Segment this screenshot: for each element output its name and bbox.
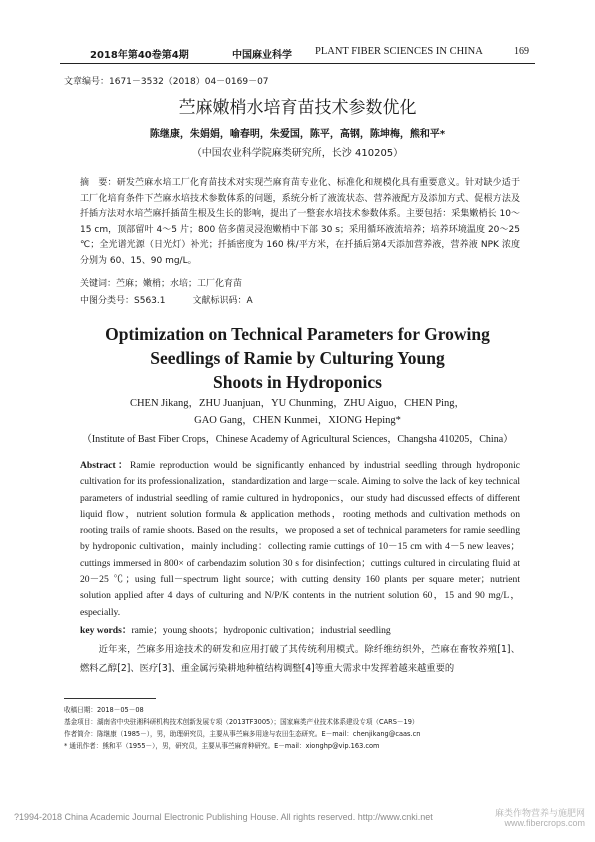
abstract-label-en: Abstract： <box>80 460 130 471</box>
title-chinese: 苎麻嫩梢水培育苗技术参数优化 <box>178 98 417 118</box>
abstract-label-cn: 摘 要： <box>80 178 117 188</box>
body-paragraph: 近年来，苎麻多用途技术的研发和应用打破了其传统利用模式。除纤维纺织外，苎麻在畜牧养殖[1]、燃料乙醇[2]、医疗[3]、重金属污染耕地种植结构调整[4]等重大需求中发挥着越来越重要的 <box>80 644 520 674</box>
keywords-label-en: key words： <box>80 624 132 636</box>
title-en-line-1: Optimization on Technical Parameters for Growing <box>105 324 490 344</box>
journal-name-en: PLANT FIBER SCIENCES IN CHINA <box>315 46 483 57</box>
journal-name-cn: 中国麻业科学 <box>232 50 292 61</box>
footnote-corresponding: * 通讯作者：熊和平（1955－），男，研究员，主要从事苎麻育种研究。E－mail：xionghp@vip.163.com <box>64 742 380 750</box>
authors-english <box>0 395 595 429</box>
affiliation-chinese: （中国农业科学院麻类研究所，长沙 410205） <box>191 148 404 159</box>
abstract-text-en: Ramie reproduction would be significantly enhanced by industrial seedling through hydroponic cultivation for its professionalization，standardization and large－scale. Aiming to solve the lack of key technical parameters of industrial seedling of ramie cultured in hydroponics，our study had discussed effects of different liquid flow，nutrient solution formula & application methods，rooting methods and cultivation methods on rooting trails of ramie shoots. Based on the results，we proposed a set of technical parameters for ramie seedling by hydroponic cultivation，mainly including：collecting ramie cuttings of 10－15 cm with 4－5 new leaves；cuttings immersed in 800× of carbendazim solution 30 s for disinfection；cuttings cultured in circulating fluid at 20－25 ℃；using full－spectrum light source；with cutting density 160 plants per square meter；nutrient solution applied after 4 days of culturing and N/P/K contents in the nutrient solution 60，15 and 90 mg/L，especially. <box>80 460 520 618</box>
authors-en-line-1: CHEN Jikang，ZHU Juanjuan，YU Chunming，ZHU Aiguo，CHEN Ping， <box>129 398 466 409</box>
watermark-url: www.fibercrops.com <box>504 818 585 828</box>
running-header <box>60 44 535 62</box>
abstract-chinese <box>80 176 520 269</box>
page-number: 169 <box>514 46 529 57</box>
footnote-funding: 基金项目：湖南省中央驻湘科研机构技术创新发展专项（2013TF3005）；国家麻类产业技术体系建设专项（CARS－19） <box>64 718 419 726</box>
keywords-chinese: 关键词：苎麻；嫩梢；水培；工厂化育苗 <box>80 279 243 289</box>
authors-en-line-2: GAO Gang，CHEN Kunmei，XIONG Heping* <box>194 415 401 426</box>
page-footer <box>0 808 595 828</box>
footnote-received: 收稿日期：2018－05－08 <box>64 706 144 714</box>
watermark <box>495 808 585 828</box>
footnote-author-bio: 作者简介：陈继康（1985－），男，助理研究员，主要从事苎麻多用途与农田生态研究。E－mail：chenjikang@caas.cn <box>64 730 421 738</box>
footnote-rule <box>64 698 156 699</box>
authors-chinese: 陈继康，朱娟娟，喻春明，朱爱国，陈平，高钢，陈坤梅，熊和平* <box>149 129 446 140</box>
affiliation-english: （Institute of Bast Fiber Crops，Chinese Academy of Agricultural Sciences，Changsha 410205，China） <box>81 434 514 445</box>
journal-issue: 2018年第40卷第4期 <box>90 50 189 61</box>
watermark-cn: 麻类作物营养与施肥网 <box>494 808 585 818</box>
title-en-line-2: Seedlings of Ramie by Culturing Young <box>150 348 445 368</box>
title-english <box>0 322 595 394</box>
classification-line: 中图分类号：S563.1 文献标识码：A <box>80 296 253 306</box>
header-rule <box>60 63 535 64</box>
abstract-english <box>80 458 520 639</box>
body-text <box>80 640 520 678</box>
keywords-en: ramie；young shoots；hydroponic cultivation；industrial seedling <box>131 624 391 636</box>
article-number: 文章编号：1671－3532（2018）04－0169－07 <box>64 77 269 87</box>
title-en-line-3: Shoots in Hydroponics <box>213 372 382 392</box>
copyright-notice: ?1994-2018 China Academic Journal Electronic Publishing House. All rights reserved. http://www.cnki.net <box>14 812 433 822</box>
abstract-text-cn: 研发苎麻水培工厂化育苗技术对实现苎麻育苗专业化、标准化和规模化具有重要意义。针对缺少适于工厂化培育条件下苎麻水培技术参数体系的问题，系统分析了液流状态、营养液配方及添加方式、促根方法及扦插方法对水培苎麻扦插苗生根及生长的影响，提出了一整套水培技术参数体系。主要包括：采集嫩梢长 10～15 cm，顶部留叶 4～5 片；800 倍多菌灵浸泡嫩梢中下部 30 s；采用循环液流培养；培养环境温度 20～25 ℃；全光谱光源（日光灯）补光；扦插密度为 160 株/平方米，在扦插后第4天添加营养液，营养液 NPK 浓度分别为 60、15、90 mg/L。 <box>80 178 520 266</box>
